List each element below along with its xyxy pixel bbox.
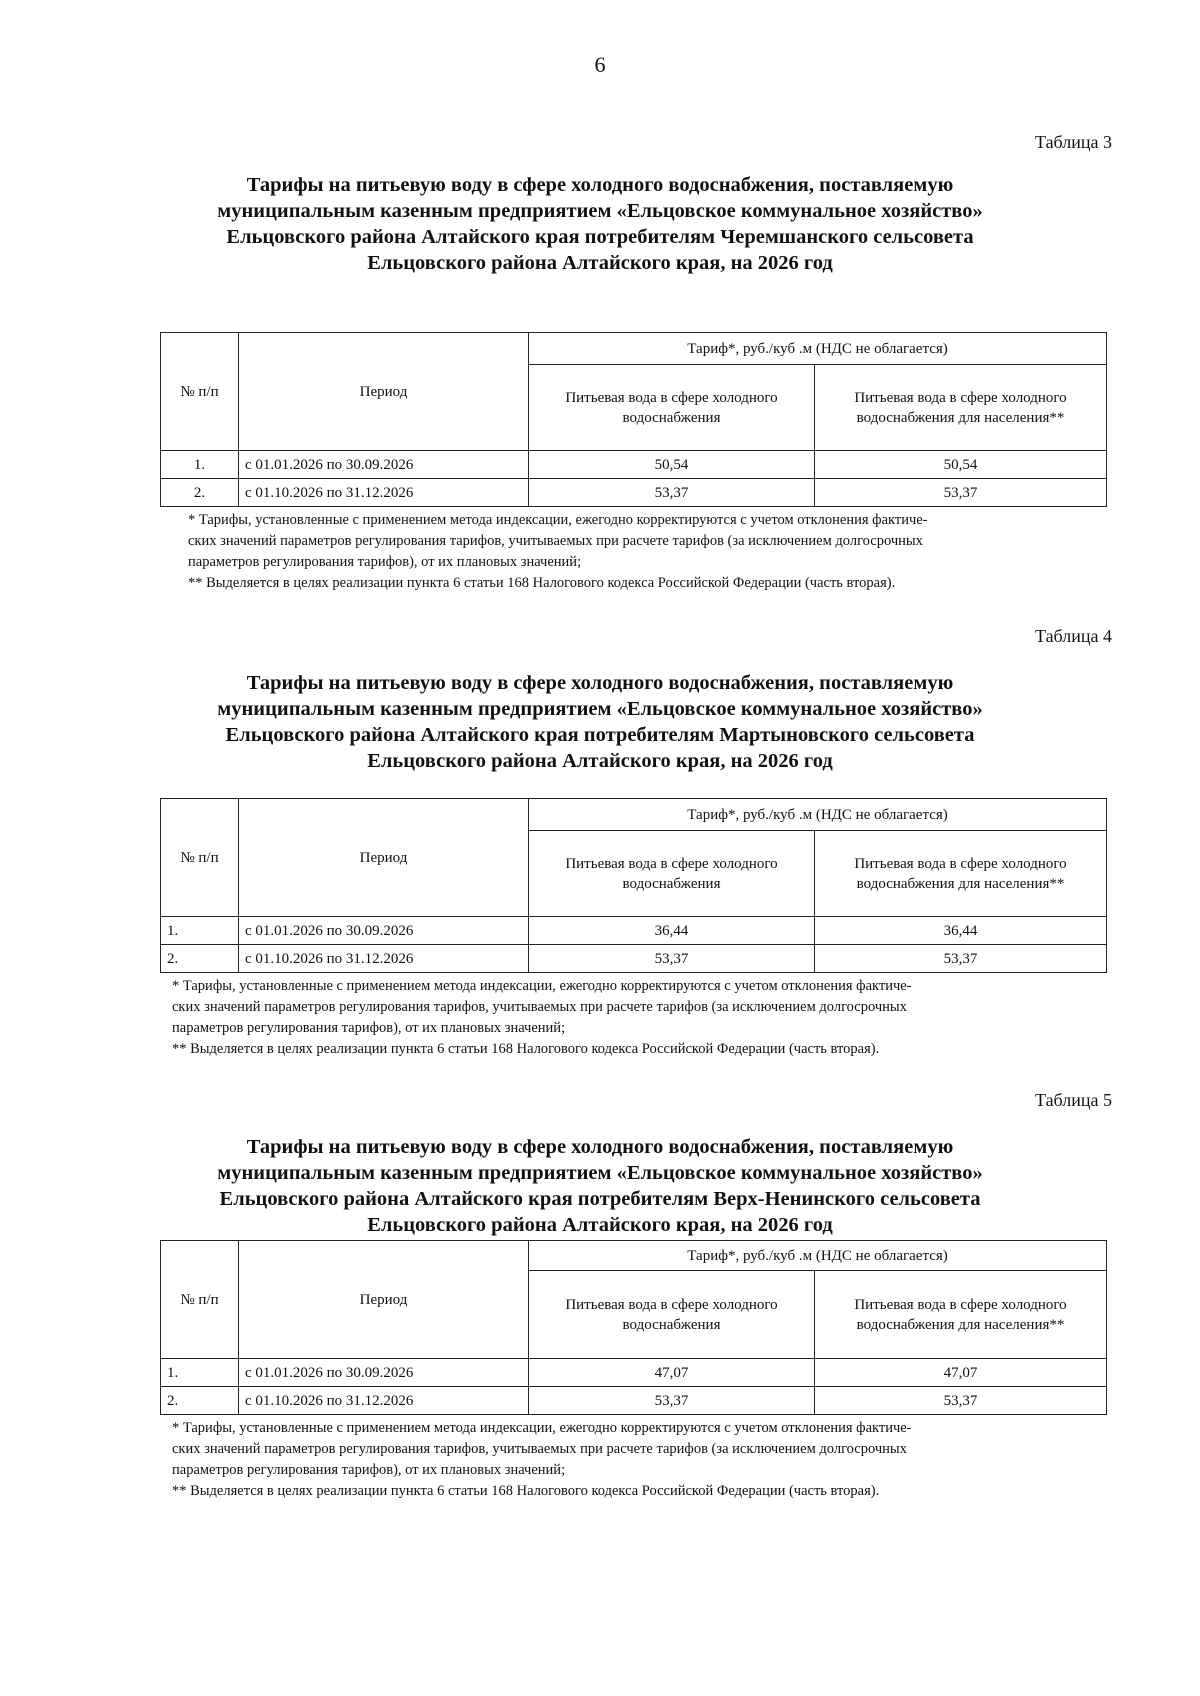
cell-drinking: 47,07 xyxy=(529,1359,815,1387)
title-line: муниципальным казенным предприятием «Ельцовское коммунальное хозяйство» xyxy=(217,1162,983,1184)
tariff-table xyxy=(160,332,1107,507)
cell-drinking: 53,37 xyxy=(529,1387,815,1415)
cell-drinking: 50,54 xyxy=(529,451,815,479)
table-row xyxy=(161,479,1107,507)
header-drinking: Питьевая вода в сфере холодного водоснабжения xyxy=(529,1271,815,1359)
table-notes xyxy=(172,1418,912,1502)
cell-period: с 01.10.2026 по 31.12.2026 xyxy=(239,945,529,973)
header-num: № п/п xyxy=(161,799,239,917)
note-line: ** Выделяется в целях реализации пункта 6 статьи 168 Налогового кодекса Российской Федерации (часть вторая). xyxy=(172,1483,880,1499)
note-line: параметров регулирования тарифов), от их плановых значений; xyxy=(172,1462,566,1478)
header-population: Питьевая вода в сфере холодного водоснабжения для населения** xyxy=(815,831,1107,917)
header-tariff-group: Тариф*, руб./куб .м (НДС не облагается) xyxy=(529,799,1107,831)
cell-population: 36,44 xyxy=(815,917,1107,945)
title-line: Ельцовского района Алтайского края потребителям Мартыновского сельсовета xyxy=(225,724,975,746)
cell-num: 1. xyxy=(161,917,239,945)
cell-period: с 01.01.2026 по 30.09.2026 xyxy=(239,451,529,479)
note-line: ** Выделяется в целях реализации пункта 6 статьи 168 Налогового кодекса Российской Федерации (часть вторая). xyxy=(172,1041,880,1057)
table-title xyxy=(0,172,1200,276)
header-period: Период xyxy=(239,799,529,917)
title-line: Ельцовского района Алтайского края потребителям Черемшанского сельсовета xyxy=(226,226,974,248)
table-title xyxy=(0,1134,1200,1238)
table-row xyxy=(161,1359,1107,1387)
table-label: Таблица 3 xyxy=(1035,132,1112,152)
tariff-table xyxy=(160,798,1107,973)
title-line: муниципальным казенным предприятием «Ельцовское коммунальное хозяйство» xyxy=(217,698,983,720)
cell-population: 53,37 xyxy=(815,945,1107,973)
cell-population: 47,07 xyxy=(815,1359,1107,1387)
cell-num: 2. xyxy=(161,479,239,507)
title-line: Тарифы на питьевую воду в сфере холодного водоснабжения, поставляемую xyxy=(246,1136,954,1158)
note-line: * Тарифы, установленные с применением метода индексации, ежегодно корректируются с учетом отклонения фактиче- xyxy=(188,512,928,528)
title-line: муниципальным казенным предприятием «Ельцовское коммунальное хозяйство» xyxy=(217,200,983,222)
table-row xyxy=(161,945,1107,973)
header-drinking: Питьевая вода в сфере холодного водоснабжения xyxy=(529,365,815,451)
header-tariff-group: Тариф*, руб./куб .м (НДС не облагается) xyxy=(529,1241,1107,1271)
table-notes xyxy=(188,510,928,594)
cell-population: 50,54 xyxy=(815,451,1107,479)
cell-num: 2. xyxy=(161,1387,239,1415)
cell-drinking: 53,37 xyxy=(529,945,815,973)
note-line: ских значений параметров регулирования тарифов, учитываемых при расчете тарифов (за исключением долгосрочных xyxy=(188,533,923,549)
table-row xyxy=(161,1387,1107,1415)
cell-period: с 01.01.2026 по 30.09.2026 xyxy=(239,1359,529,1387)
table-label: Таблица 4 xyxy=(1035,626,1112,646)
table-title xyxy=(0,670,1200,774)
cell-drinking: 53,37 xyxy=(529,479,815,507)
header-population: Питьевая вода в сфере холодного водоснабжения для населения** xyxy=(815,365,1107,451)
page-number: 6 xyxy=(594,52,606,77)
cell-period: с 01.10.2026 по 31.12.2026 xyxy=(239,479,529,507)
note-line: ских значений параметров регулирования тарифов, учитываемых при расчете тарифов (за исключением долгосрочных xyxy=(172,1441,907,1457)
note-line: * Тарифы, установленные с применением метода индексации, ежегодно корректируются с учетом отклонения фактиче- xyxy=(172,978,912,994)
cell-num: 1. xyxy=(161,451,239,479)
header-num: № п/п xyxy=(161,333,239,451)
title-line: Ельцовского района Алтайского края, на 2026 год xyxy=(367,1214,833,1236)
header-population: Питьевая вода в сфере холодного водоснабжения для населения** xyxy=(815,1271,1107,1359)
cell-population: 53,37 xyxy=(815,1387,1107,1415)
cell-period: с 01.10.2026 по 31.12.2026 xyxy=(239,1387,529,1415)
title-line: Ельцовского района Алтайского края, на 2026 год xyxy=(367,252,833,274)
cell-drinking: 36,44 xyxy=(529,917,815,945)
title-line: Тарифы на питьевую воду в сфере холодного водоснабжения, поставляемую xyxy=(246,672,954,694)
table-row xyxy=(161,451,1107,479)
cell-num: 2. xyxy=(161,945,239,973)
note-line: параметров регулирования тарифов), от их плановых значений; xyxy=(188,554,582,570)
header-period: Период xyxy=(239,1241,529,1359)
cell-period: с 01.01.2026 по 30.09.2026 xyxy=(239,917,529,945)
note-line: ских значений параметров регулирования тарифов, учитываемых при расчете тарифов (за исключением долгосрочных xyxy=(172,999,907,1015)
note-line: * Тарифы, установленные с применением метода индексации, ежегодно корректируются с учетом отклонения фактиче- xyxy=(172,1420,912,1436)
table-notes xyxy=(172,976,912,1060)
header-num: № п/п xyxy=(161,1241,239,1359)
table-row xyxy=(161,917,1107,945)
cell-num: 1. xyxy=(161,1359,239,1387)
header-tariff-group: Тариф*, руб./куб .м (НДС не облагается) xyxy=(529,333,1107,365)
cell-population: 53,37 xyxy=(815,479,1107,507)
title-line: Ельцовского района Алтайского края, на 2026 год xyxy=(367,750,833,772)
title-line: Тарифы на питьевую воду в сфере холодного водоснабжения, поставляемую xyxy=(246,174,954,196)
table-label: Таблица 5 xyxy=(1035,1090,1112,1110)
note-line: ** Выделяется в целях реализации пункта 6 статьи 168 Налогового кодекса Российской Федерации (часть вторая). xyxy=(188,575,896,591)
note-line: параметров регулирования тарифов), от их плановых значений; xyxy=(172,1020,566,1036)
title-line: Ельцовского района Алтайского края потребителям Верх-Ненинского сельсовета xyxy=(219,1188,981,1210)
header-period: Период xyxy=(239,333,529,451)
header-drinking: Питьевая вода в сфере холодного водоснабжения xyxy=(529,831,815,917)
tariff-table xyxy=(160,1240,1107,1415)
